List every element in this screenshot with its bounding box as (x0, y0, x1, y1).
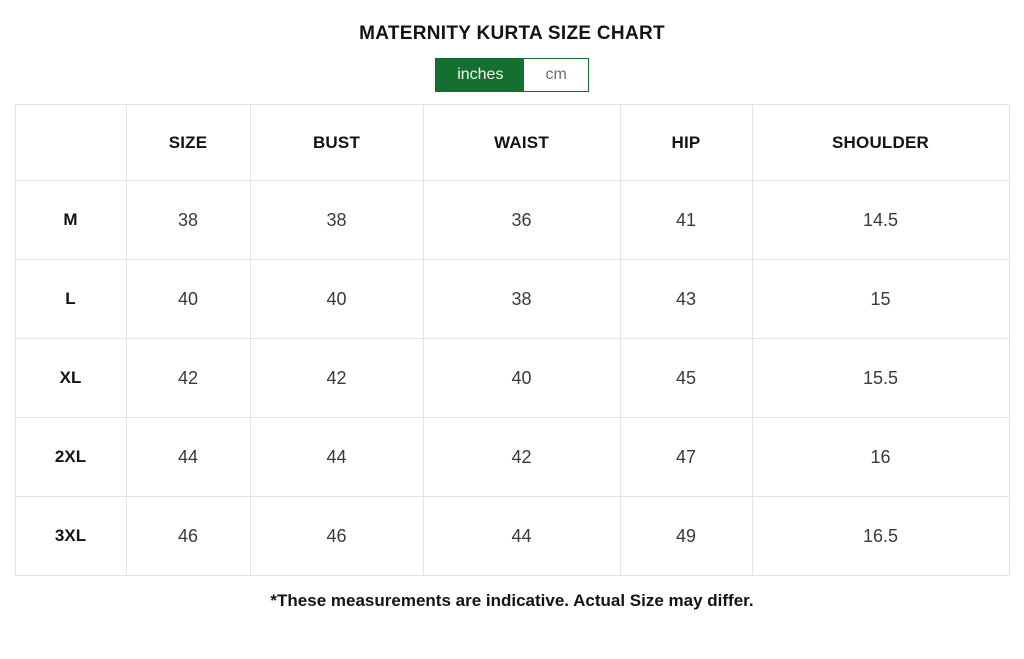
cell-m-hip: 41 (620, 181, 752, 260)
row-label-xl: XL (15, 339, 126, 418)
header-cell-size: SIZE (126, 105, 250, 181)
cell-2xl-size: 44 (126, 418, 250, 497)
row-label-3xl: 3XL (15, 497, 126, 576)
row-label-l: L (15, 260, 126, 339)
cell-xl-size: 42 (126, 339, 250, 418)
cell-l-shoulder: 15 (752, 260, 1009, 339)
cell-2xl-waist: 42 (423, 418, 620, 497)
cell-l-waist: 38 (423, 260, 620, 339)
cell-m-shoulder: 14.5 (752, 181, 1009, 260)
cell-m-size: 38 (126, 181, 250, 260)
table-row (15, 181, 1009, 260)
row-label-2xl: 2XL (15, 418, 126, 497)
cell-2xl-shoulder: 16 (752, 418, 1009, 497)
header-row (15, 105, 1009, 181)
cell-l-size: 40 (126, 260, 250, 339)
toggle-option-inches[interactable]: inches (436, 59, 524, 91)
cell-3xl-waist: 44 (423, 497, 620, 576)
page-title: MATERNITY KURTA SIZE CHART (359, 23, 665, 44)
cell-xl-shoulder: 15.5 (752, 339, 1009, 418)
cell-xl-bust: 42 (250, 339, 423, 418)
cell-3xl-shoulder: 16.5 (752, 497, 1009, 576)
header-cell-bust: BUST (250, 105, 423, 181)
cell-m-waist: 36 (423, 181, 620, 260)
cell-3xl-bust: 46 (250, 497, 423, 576)
table-row (15, 497, 1009, 576)
size-chart-table (15, 104, 1010, 576)
cell-3xl-size: 46 (126, 497, 250, 576)
cell-l-hip: 43 (620, 260, 752, 339)
cell-m-bust: 38 (250, 181, 423, 260)
header-cell-blank (15, 105, 126, 181)
header-cell-waist: WAIST (423, 105, 620, 181)
table-row (15, 339, 1009, 418)
cell-2xl-hip: 47 (620, 418, 752, 497)
footnote: *These measurements are indicative. Actual Size may differ. (270, 591, 754, 610)
cell-xl-waist: 40 (423, 339, 620, 418)
cell-xl-hip: 45 (620, 339, 752, 418)
header-cell-shoulder: SHOULDER (752, 105, 1009, 181)
table-row (15, 260, 1009, 339)
cell-3xl-hip: 49 (620, 497, 752, 576)
cell-l-bust: 40 (250, 260, 423, 339)
table-row (15, 418, 1009, 497)
toggle-option-cm[interactable]: cm (524, 59, 587, 91)
row-label-m: M (15, 181, 126, 260)
unit-toggle (435, 58, 589, 92)
cell-2xl-bust: 44 (250, 418, 423, 497)
header-cell-hip: HIP (620, 105, 752, 181)
